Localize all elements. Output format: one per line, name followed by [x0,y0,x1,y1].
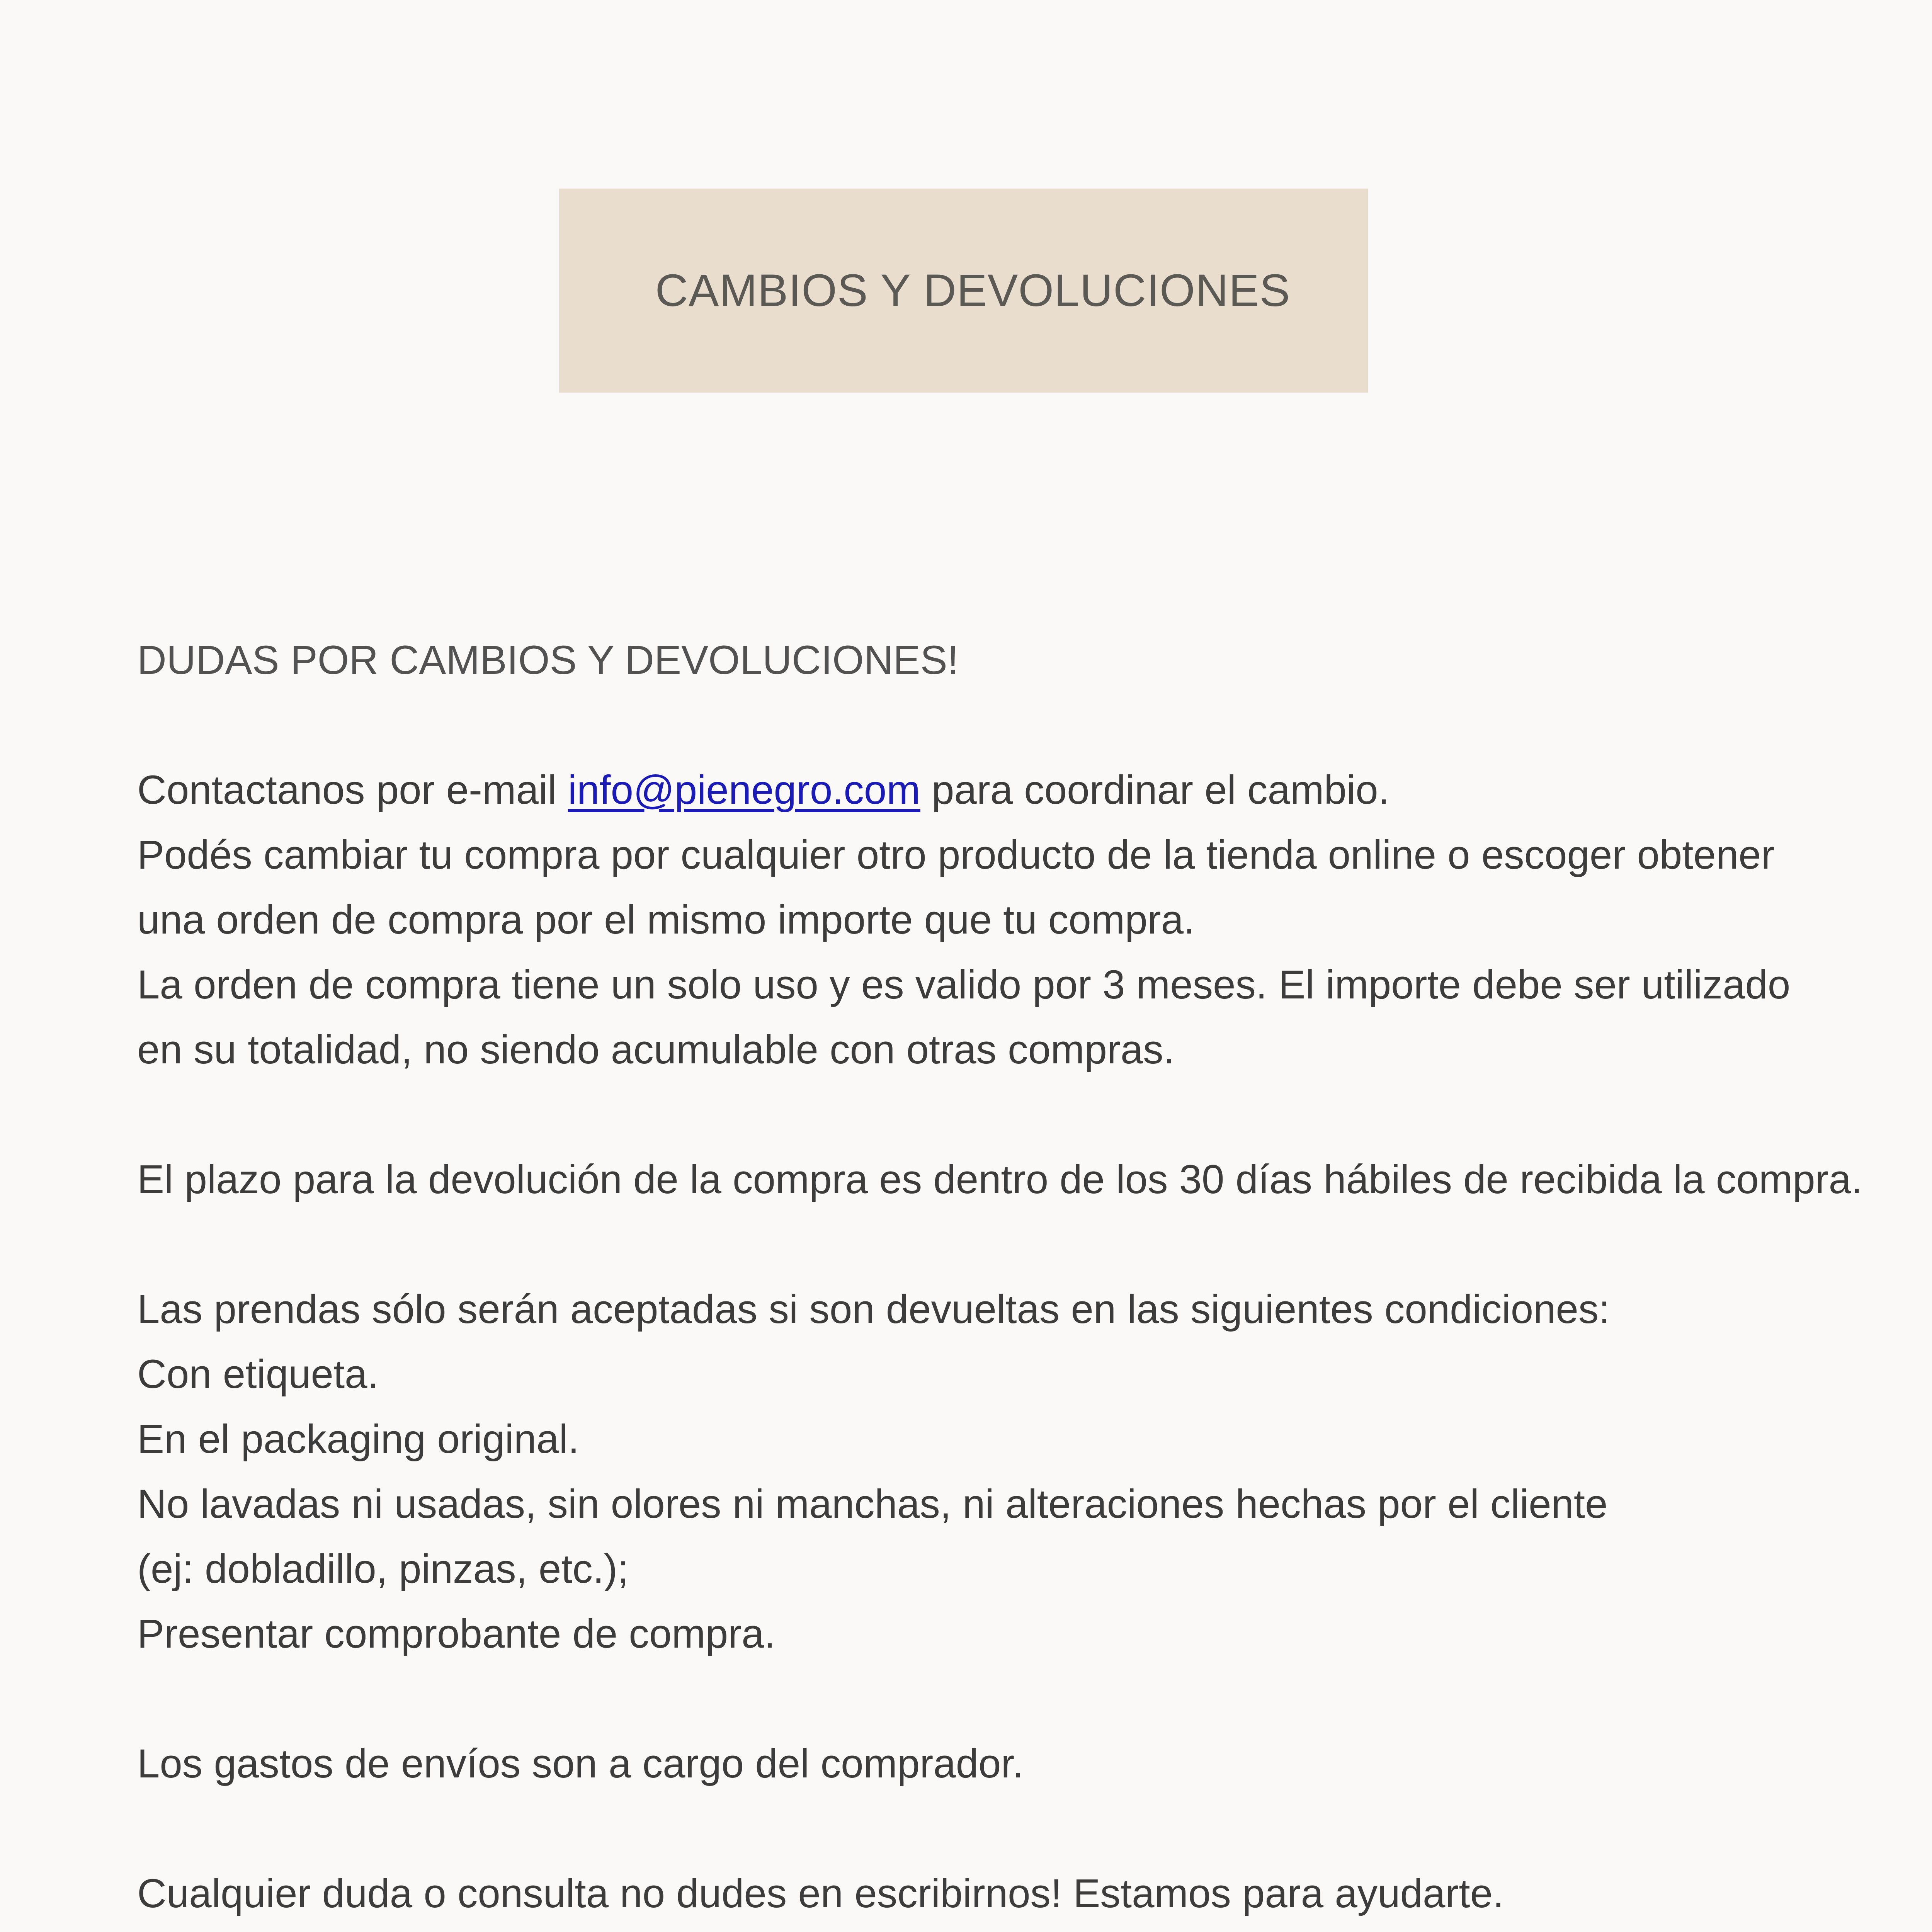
title-banner [559,189,1368,393]
page-title: CAMBIOS Y DEVOLUCIONES [655,265,1291,316]
shipping-text: Los gastos de envíos son a cargo del comprador. [137,1741,1024,1786]
spacer [137,1796,1932,1861]
deadline-text: El plazo para la devolución de la compra es dentro de los 30 días hábiles de recibida la compra. [137,1157,1863,1202]
policy-content [137,628,1932,1926]
spacer [137,1082,1932,1147]
exchange-line: Podés cambiar tu compra por cualquier otro producto de la tienda online o escoger obtener [137,832,1775,878]
closing-text: Cualquier duda o consulta no dudes en escribirnos! Estamos para ayudarte. [137,1871,1504,1916]
condition-line: Presentar comprobante de compra. [137,1611,776,1656]
exchange-line: una orden de compra por el mismo importe que tu compra. [137,897,1195,942]
exchange-line: La orden de compra tiene un solo uso y es valido por 3 meses. El importe debe ser utilizado [137,962,1791,1007]
section-heading: DUDAS POR CAMBIOS Y DEVOLUCIONES! [137,638,959,683]
condition-line: Las prendas sólo serán aceptadas si son devueltas en las siguientes condiciones: [137,1287,1610,1332]
contact-text-after: para coordinar el cambio. [920,767,1389,813]
spacer [137,693,1932,758]
condition-line: Con etiqueta. [137,1352,379,1397]
condition-line: (ej: dobladillo, pinzas, etc.); [137,1546,629,1592]
condition-line: En el packaging original. [137,1417,580,1462]
spacer [137,1212,1932,1277]
contact-text-before: Contactanos por e-mail [137,767,568,813]
exchange-line: en su totalidad, no siendo acumulable con otras compras. [137,1027,1175,1072]
condition-line: No lavadas ni usadas, sin olores ni manchas, ni alteraciones hechas por el cliente [137,1481,1608,1527]
email-link[interactable]: info@pienegro.com [568,767,920,813]
spacer [137,1667,1932,1731]
contact-line [137,758,1932,823]
